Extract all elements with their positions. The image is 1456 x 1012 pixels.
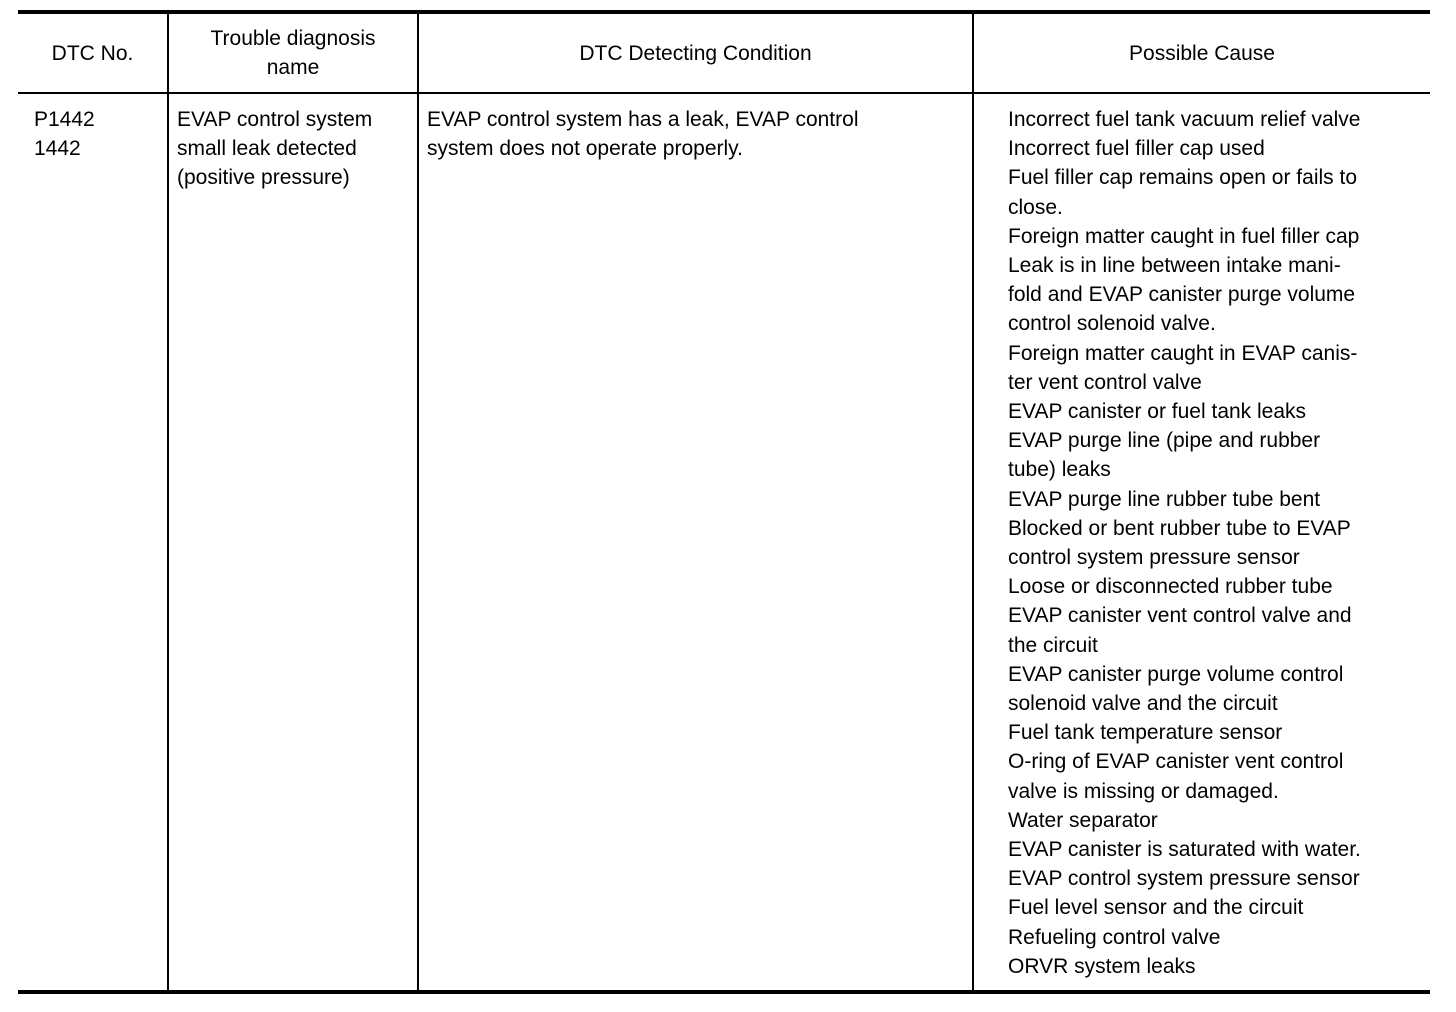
table-header xyxy=(18,12,1430,93)
possible-cause-line: Fuel tank temperature sensor xyxy=(1008,721,1283,745)
diagnosis-name-cell xyxy=(168,93,418,992)
dtc-code-cell xyxy=(18,93,168,992)
possible-cause-line: control solenoid valve. xyxy=(1008,312,1216,336)
dtc-code: 1442 xyxy=(34,137,81,161)
possible-cause-line: the circuit xyxy=(1008,633,1098,657)
possible-cause-line: tube) leaks xyxy=(1008,458,1111,482)
possible-cause-line: fold and EVAP canister purge volume xyxy=(1008,283,1356,307)
possible-cause-line: EVAP canister purge volume control xyxy=(1008,662,1344,686)
detecting-condition-line: EVAP control system has a leak, EVAP control xyxy=(427,108,859,131)
diagnosis-name-line: EVAP control system xyxy=(177,108,373,131)
possible-cause-line: EVAP canister is saturated with water. xyxy=(1008,838,1361,862)
possible-cause-line: EVAP purge line rubber tube bent xyxy=(1008,487,1321,511)
header-detecting-condition: DTC Detecting Condition xyxy=(418,12,973,93)
header-dtc-no: DTC No. xyxy=(18,12,168,93)
header-trouble-diagnosis-name xyxy=(168,12,418,93)
diagnosis-name-line: (positive pressure) xyxy=(177,166,350,190)
possible-cause-line: Incorrect fuel filler cap used xyxy=(1008,137,1265,161)
possible-cause-cell xyxy=(973,93,1430,992)
possible-cause-line: EVAP purge line (pipe and rubber xyxy=(1008,429,1321,453)
table-row xyxy=(18,93,1430,992)
possible-cause-line: Loose or disconnected rubber tube xyxy=(1008,575,1333,599)
possible-cause-line: Incorrect fuel tank vacuum relief valve xyxy=(1008,108,1361,131)
dtc-code: P1442 xyxy=(34,108,95,131)
possible-cause-line: Foreign matter caught in EVAP canis- xyxy=(1008,341,1358,365)
possible-cause-line: valve is missing or damaged. xyxy=(1008,779,1279,803)
header-row xyxy=(18,12,1430,93)
possible-cause-line: close. xyxy=(1008,195,1063,219)
possible-cause-line: Water separator xyxy=(1008,808,1158,832)
header-diagnosis-name-line: name xyxy=(266,56,320,79)
detecting-condition-cell xyxy=(418,93,973,992)
possible-cause-line: Refueling control valve xyxy=(1008,925,1221,949)
possible-cause-line: O-ring of EVAP canister vent control xyxy=(1008,750,1344,774)
possible-cause-line: Leak is in line between intake mani- xyxy=(1008,254,1341,278)
possible-cause-line: EVAP control system pressure sensor xyxy=(1008,867,1360,891)
header-diagnosis-name-line: Trouble diagnosis xyxy=(210,27,376,50)
dtc-table xyxy=(18,10,1430,994)
possible-cause-line: ter vent control valve xyxy=(1008,370,1202,394)
possible-cause-line: Fuel filler cap remains open or fails to xyxy=(1008,166,1357,190)
diagnosis-name-line: small leak detected xyxy=(177,137,357,161)
possible-cause-line: solenoid valve and the circuit xyxy=(1008,692,1278,716)
table-body xyxy=(18,93,1430,992)
possible-cause-line: EVAP canister vent control valve and xyxy=(1008,604,1352,628)
possible-cause-line: EVAP canister or fuel tank leaks xyxy=(1008,400,1307,424)
possible-cause-line: Fuel level sensor and the circuit xyxy=(1008,896,1304,920)
possible-cause-line: control system pressure sensor xyxy=(1008,546,1300,570)
possible-cause-line: ORVR system leaks xyxy=(1008,954,1196,978)
possible-cause-line: Blocked or bent rubber tube to EVAP xyxy=(1008,516,1351,540)
header-possible-cause: Possible Cause xyxy=(973,12,1430,93)
possible-cause-line: Foreign matter caught in fuel filler cap xyxy=(1008,224,1360,248)
detecting-condition-line: system does not operate properly. xyxy=(427,137,743,161)
